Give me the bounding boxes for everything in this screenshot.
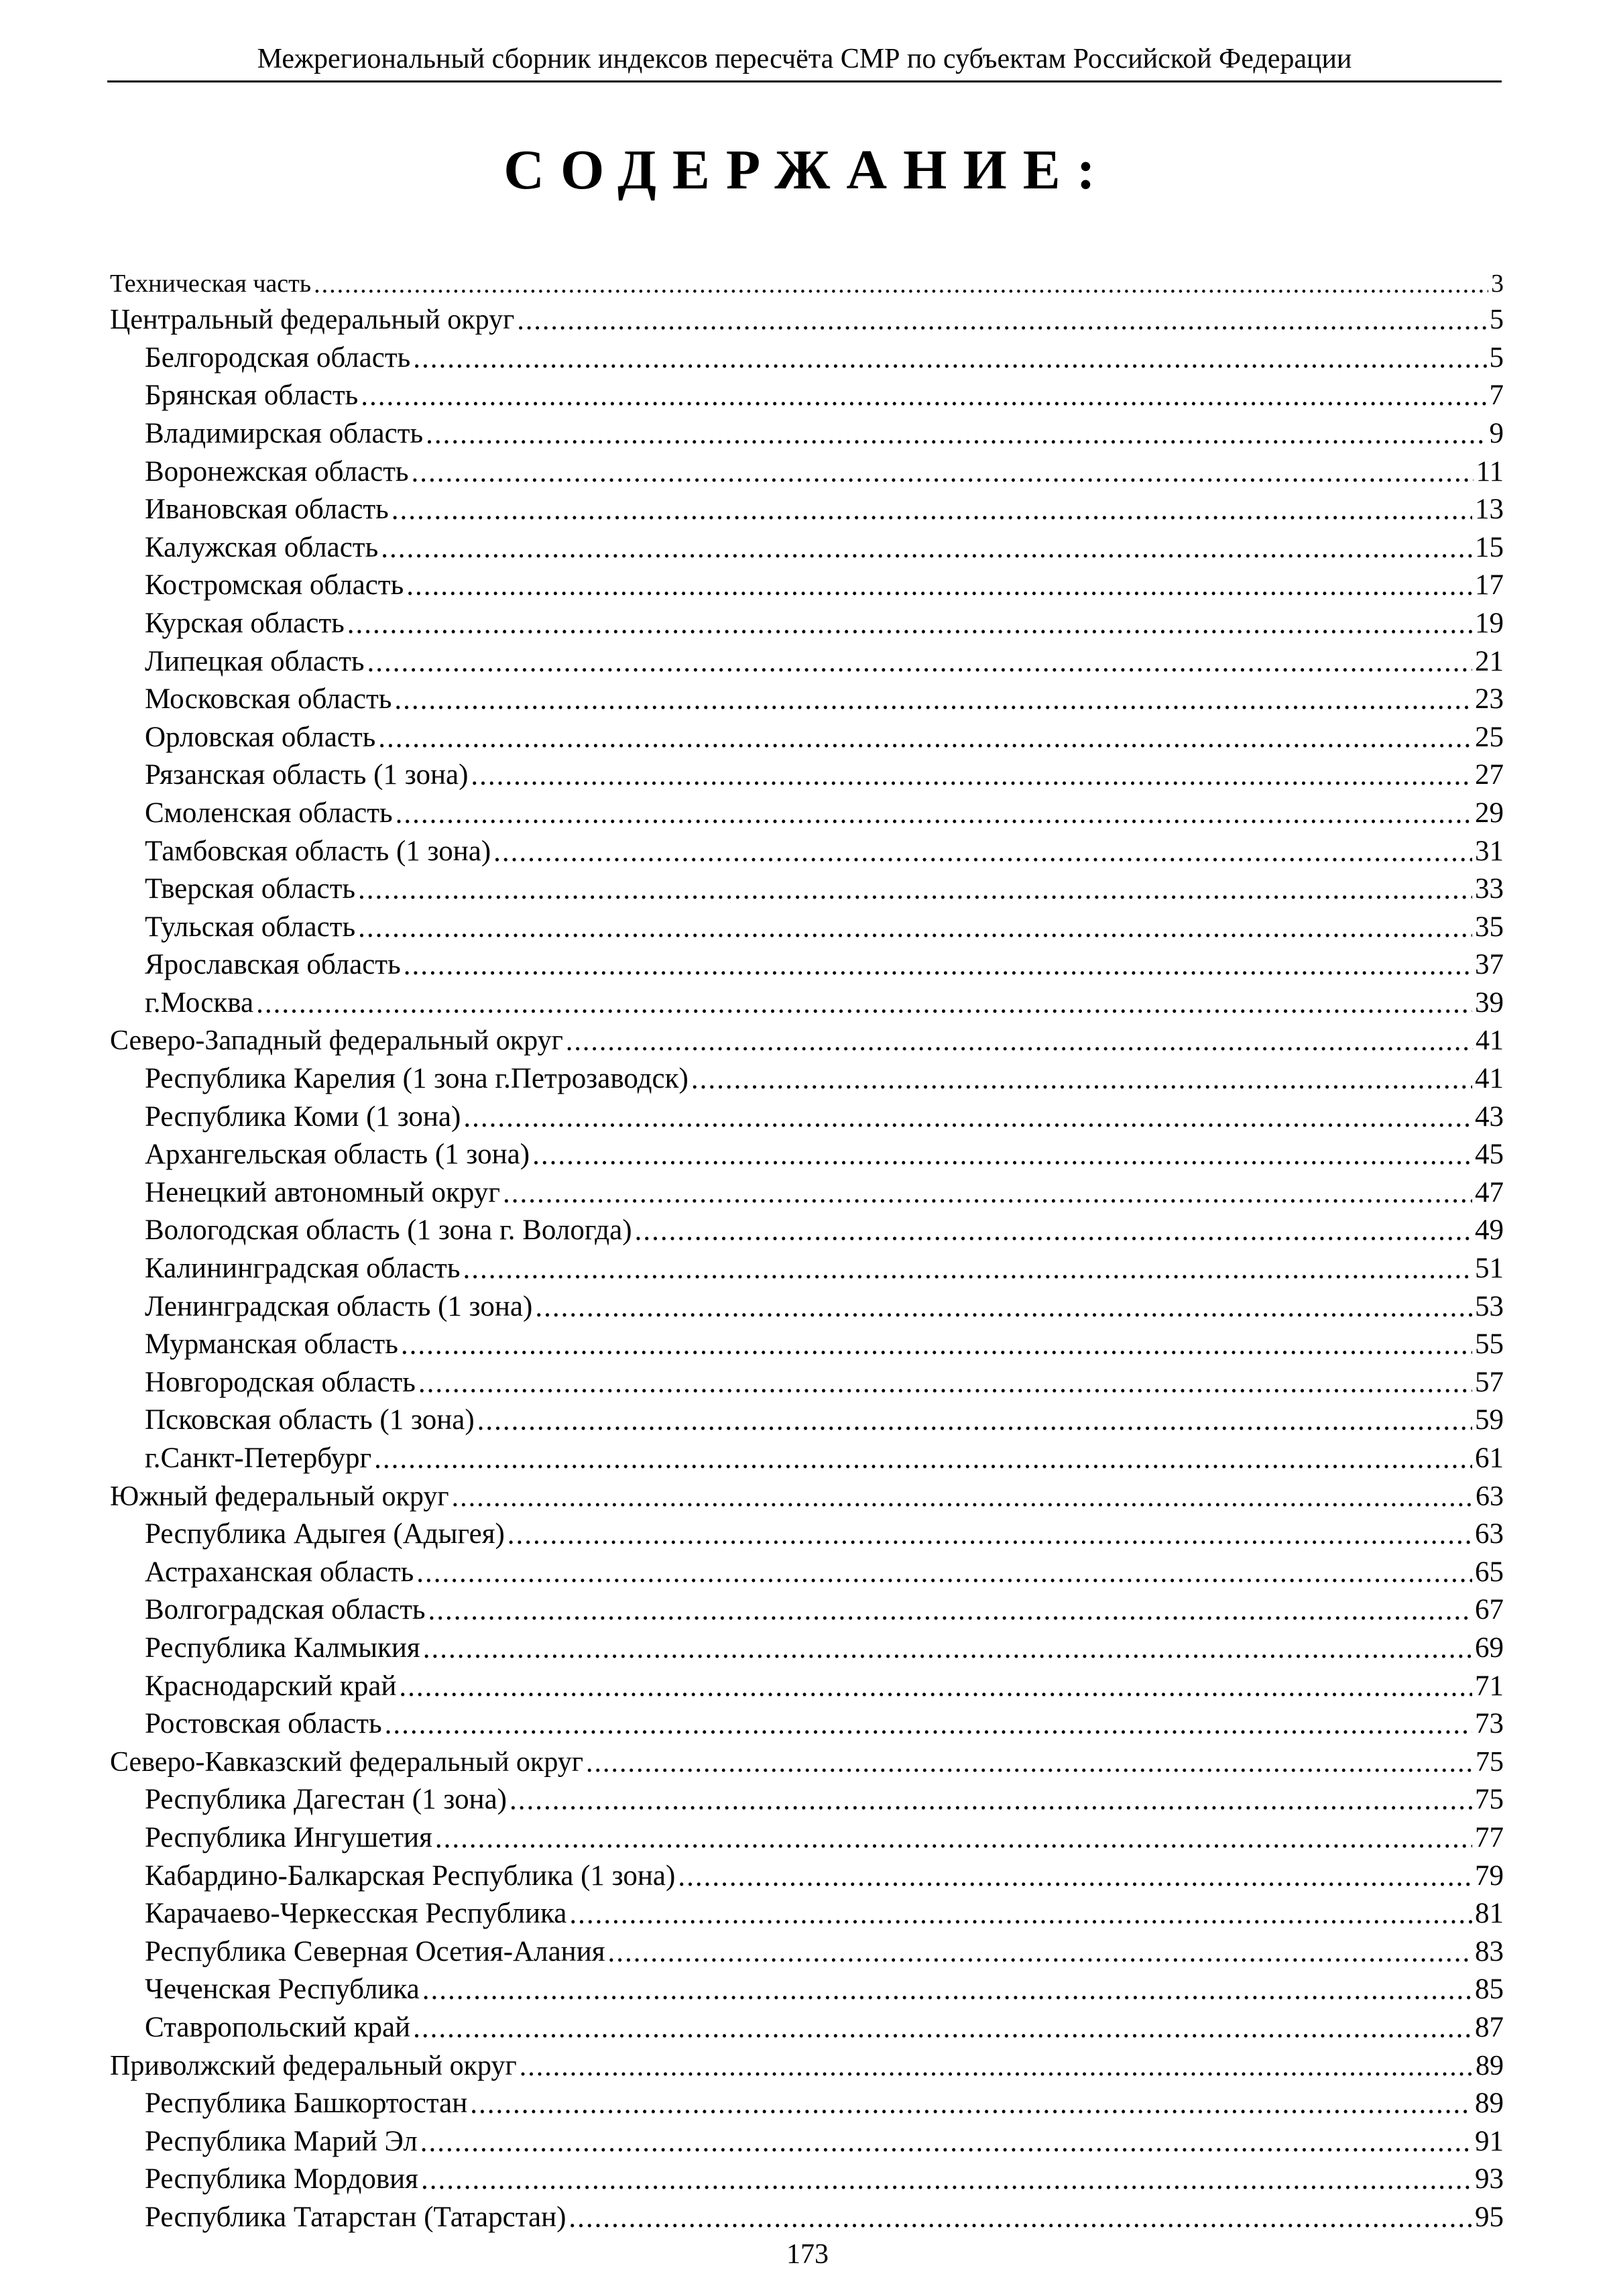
dot-leader bbox=[394, 685, 1472, 714]
toc-entry[interactable] bbox=[110, 943, 1504, 982]
toc-entry-label: Республика Башкортостан bbox=[145, 2087, 468, 2120]
dot-leader bbox=[358, 913, 1472, 942]
toc-entry[interactable] bbox=[110, 412, 1504, 450]
dot-leader bbox=[463, 1255, 1472, 1283]
toc-entry[interactable] bbox=[110, 1550, 1504, 1589]
toc-entry-label: Архангельская область (1 зона) bbox=[145, 1139, 530, 1171]
dot-leader bbox=[381, 534, 1472, 563]
toc-entry[interactable] bbox=[110, 1285, 1504, 1323]
toc-entry[interactable] bbox=[110, 1778, 1504, 1817]
toc-entry-page: 9 bbox=[1489, 417, 1504, 449]
page-title: СОДЕРЖАНИЕ: bbox=[503, 139, 1112, 201]
dot-leader bbox=[421, 2165, 1472, 2194]
dot-leader bbox=[347, 610, 1472, 638]
toc-entry-page: 19 bbox=[1475, 607, 1504, 639]
dot-leader bbox=[678, 1862, 1472, 1891]
toc-entry-page: 81 bbox=[1475, 1898, 1504, 1930]
dot-leader bbox=[503, 1179, 1472, 1208]
toc-entry-label: Кабардино-Балкарская Республика (1 зона) bbox=[145, 1859, 676, 1892]
dot-leader bbox=[406, 571, 1472, 600]
toc-entry-label: Республика Марий Эл bbox=[145, 2125, 418, 2157]
dot-leader bbox=[569, 2203, 1472, 2232]
toc-entry-label: Московская область bbox=[145, 683, 392, 715]
toc-entry-page: 11 bbox=[1476, 455, 1504, 487]
toc-entry-page: 39 bbox=[1475, 986, 1504, 1019]
toc-entry[interactable] bbox=[110, 1589, 1504, 1627]
toc-entry[interactable] bbox=[110, 1133, 1504, 1171]
toc-entry-label: Республика Дагестан (1 зона) bbox=[145, 1784, 507, 1816]
dot-leader bbox=[532, 1141, 1472, 1169]
toc-entry-page: 45 bbox=[1475, 1139, 1504, 1171]
dot-leader bbox=[422, 1975, 1472, 2004]
toc-entry-page: 91 bbox=[1475, 2125, 1504, 2157]
header-rule bbox=[107, 80, 1502, 82]
toc-entry-page: 23 bbox=[1475, 683, 1504, 715]
toc-entry-label: г.Санкт-Петербург bbox=[145, 1442, 372, 1474]
toc-entry[interactable] bbox=[110, 2195, 1504, 2234]
toc-entry[interactable] bbox=[110, 1703, 1504, 1741]
toc-entry-label: Воронежская область bbox=[145, 455, 409, 487]
toc-entry[interactable] bbox=[110, 2120, 1504, 2158]
toc-entry-page: 5 bbox=[1489, 341, 1504, 374]
dot-leader bbox=[452, 1483, 1473, 1511]
toc-entry[interactable] bbox=[110, 1361, 1504, 1399]
toc-entry-label: Чеченская Республика bbox=[145, 1973, 420, 2006]
dot-leader bbox=[569, 1900, 1472, 1929]
dot-leader bbox=[374, 1444, 1472, 1473]
toc-entry-page: 27 bbox=[1475, 759, 1504, 791]
dot-leader bbox=[367, 648, 1472, 677]
toc-entry-label: Тамбовская область (1 зона) bbox=[145, 835, 491, 867]
dot-leader bbox=[635, 1216, 1472, 1245]
dot-leader bbox=[401, 1330, 1472, 1359]
toc-entry-label: Костромская область bbox=[145, 569, 404, 601]
toc-entry-page: 61 bbox=[1475, 1442, 1504, 1474]
dot-leader bbox=[358, 875, 1472, 904]
toc-entry-label: Северо-Западный федеральный округ bbox=[110, 1025, 563, 1057]
toc-entry-page: 41 bbox=[1476, 1025, 1504, 1057]
toc-entry-label: Брянская область bbox=[145, 380, 359, 412]
toc-section-entry[interactable] bbox=[110, 1019, 1504, 1057]
toc-entry-page: 29 bbox=[1475, 797, 1504, 829]
toc-entry-page: 57 bbox=[1475, 1366, 1504, 1398]
toc-entry[interactable] bbox=[110, 1247, 1504, 1285]
toc-entry[interactable] bbox=[110, 526, 1504, 564]
toc-entry-page: 85 bbox=[1475, 1973, 1504, 2006]
toc-entry-page: 73 bbox=[1475, 1708, 1504, 1740]
dot-leader bbox=[361, 382, 1486, 410]
toc-entry-label: Ленинградская область (1 зона) bbox=[145, 1290, 533, 1322]
toc-entry-label: Северо-Кавказский федеральный округ bbox=[110, 1746, 584, 1778]
dot-leader bbox=[418, 1369, 1472, 1397]
dot-leader bbox=[477, 1406, 1472, 1435]
dot-leader bbox=[314, 272, 1488, 297]
toc-entry[interactable] bbox=[110, 2082, 1504, 2120]
toc-entry[interactable] bbox=[110, 1513, 1504, 1551]
toc-entry-page: 47 bbox=[1475, 1176, 1504, 1208]
dot-leader bbox=[412, 458, 1474, 487]
toc-entry[interactable] bbox=[110, 2158, 1504, 2196]
toc-entry[interactable] bbox=[110, 1968, 1504, 2006]
toc-entry[interactable] bbox=[110, 640, 1504, 678]
toc-entry[interactable] bbox=[110, 868, 1504, 906]
toc-entry-page: 25 bbox=[1475, 721, 1504, 753]
toc-entry-label: Краснодарский край bbox=[145, 1670, 397, 1702]
dot-leader bbox=[428, 1596, 1472, 1625]
toc-entry[interactable] bbox=[110, 564, 1504, 602]
toc-entry[interactable] bbox=[110, 1930, 1504, 1968]
toc-entry-label: Орловская область bbox=[145, 721, 376, 753]
toc-entry-label: Псковская область (1 зона) bbox=[145, 1404, 475, 1436]
dot-leader bbox=[404, 951, 1472, 980]
dot-leader bbox=[426, 420, 1486, 449]
toc-entry[interactable] bbox=[110, 678, 1504, 716]
toc-entry-label: Республика Адыгея (Адыгея) bbox=[145, 1518, 505, 1550]
toc-entry[interactable] bbox=[110, 2006, 1504, 2044]
toc-entry-page: 31 bbox=[1475, 835, 1504, 867]
toc-entry-label: Тверская область bbox=[145, 873, 356, 905]
toc-entry-label: Белгородская область bbox=[145, 341, 411, 374]
toc-entry-label: Ростовская область bbox=[145, 1708, 382, 1740]
toc-entry-page: 75 bbox=[1475, 1784, 1504, 1816]
toc-entry-label: Владимирская область bbox=[145, 417, 424, 449]
toc-entry-label: Южный федеральный округ bbox=[110, 1481, 449, 1512]
toc-entry-page: 75 bbox=[1476, 1746, 1504, 1778]
toc-entry-page: 5 bbox=[1490, 304, 1504, 336]
toc-entry-page: 41 bbox=[1475, 1063, 1504, 1095]
toc-entry-page: 21 bbox=[1475, 645, 1504, 677]
toc-entry-page: 15 bbox=[1475, 531, 1504, 563]
toc-entry-label: Смоленская область bbox=[145, 797, 393, 829]
toc-entry[interactable] bbox=[110, 715, 1504, 754]
toc-entry-page: 71 bbox=[1475, 1670, 1504, 1702]
toc-entry-page: 53 bbox=[1475, 1290, 1504, 1322]
dot-leader bbox=[535, 1293, 1472, 1322]
toc-entry-page: 43 bbox=[1475, 1100, 1504, 1133]
toc-entry-label: Рязанская область (1 зона) bbox=[145, 759, 469, 791]
toc-entry-label: Республика Карелия (1 зона г.Петрозаводск) bbox=[145, 1063, 689, 1095]
toc-entry-page: 89 bbox=[1475, 2087, 1504, 2120]
toc-entry-page: 35 bbox=[1475, 911, 1504, 943]
toc-entry-page: 83 bbox=[1475, 1935, 1504, 1967]
toc-entry[interactable] bbox=[110, 1664, 1504, 1703]
toc-entry-label: Карачаево-Черкесская Республика bbox=[145, 1898, 567, 1930]
toc-entry-label: Республика Калмыкия bbox=[145, 1631, 420, 1664]
toc-entry-label: Мурманская область bbox=[145, 1328, 398, 1361]
toc-entry-page: 77 bbox=[1475, 1821, 1504, 1853]
toc-entry-label: Республика Мордовия bbox=[145, 2163, 418, 2195]
table-of-contents bbox=[110, 260, 1504, 2234]
toc-entry[interactable] bbox=[110, 1892, 1504, 1931]
toc-entry-page: 87 bbox=[1475, 2011, 1504, 2043]
dot-leader bbox=[586, 1749, 1473, 1777]
toc-entry-label: г.Москва bbox=[145, 986, 254, 1019]
dot-leader bbox=[520, 2053, 1473, 2081]
toc-entry-label: Вологодская область (1 зона г. Вологда) bbox=[145, 1214, 632, 1247]
toc-entry[interactable] bbox=[110, 1171, 1504, 1209]
toc-entry-label: Республика Ингушетия bbox=[145, 1821, 432, 1853]
toc-entry-page: 89 bbox=[1476, 2050, 1504, 2081]
toc-entry[interactable] bbox=[110, 374, 1504, 412]
toc-entry-page: 63 bbox=[1475, 1518, 1504, 1550]
dot-leader bbox=[378, 724, 1472, 752]
toc-entry-label: Приволжский федеральный округ bbox=[110, 2050, 517, 2081]
toc-entry-label: Республика Татарстан (Татарстан) bbox=[145, 2201, 566, 2233]
toc-entry-label: Ивановская область bbox=[145, 494, 389, 526]
toc-entry-page: 67 bbox=[1475, 1594, 1504, 1626]
page-number: 173 bbox=[786, 2239, 829, 2270]
dot-leader bbox=[507, 1520, 1472, 1549]
dot-leader bbox=[416, 1558, 1472, 1587]
toc-entry[interactable] bbox=[110, 1209, 1504, 1247]
toc-entry-label: Центральный федеральный округ bbox=[110, 304, 515, 336]
dot-leader bbox=[470, 2089, 1472, 2118]
toc-entry[interactable] bbox=[110, 791, 1504, 829]
dot-leader bbox=[510, 1786, 1472, 1815]
toc-entry-page: 65 bbox=[1475, 1556, 1504, 1588]
toc-entry-label: Калининградская область bbox=[145, 1253, 461, 1285]
toc-entry[interactable] bbox=[110, 336, 1504, 374]
dot-leader bbox=[493, 838, 1472, 866]
toc-section-entry[interactable] bbox=[110, 2044, 1504, 2082]
toc-entry-label: Тульская область bbox=[145, 911, 356, 943]
toc-entry-page: 49 bbox=[1475, 1214, 1504, 1247]
dot-leader bbox=[691, 1065, 1472, 1094]
toc-section-entry[interactable] bbox=[110, 260, 1504, 298]
dot-leader bbox=[413, 2014, 1472, 2043]
toc-section-entry[interactable] bbox=[110, 298, 1504, 337]
toc-section-entry[interactable] bbox=[110, 1475, 1504, 1513]
toc-entry-label: Республика Северная Осетия-Алания bbox=[145, 1935, 605, 1967]
toc-entry-page: 17 bbox=[1475, 569, 1504, 601]
toc-entry-label: Калужская область bbox=[145, 531, 379, 563]
dot-leader bbox=[399, 1672, 1472, 1701]
toc-entry[interactable] bbox=[110, 1816, 1504, 1854]
toc-entry[interactable] bbox=[110, 829, 1504, 868]
toc-entry-label: Новгородская область bbox=[145, 1366, 416, 1398]
dot-leader bbox=[608, 1938, 1473, 1967]
toc-entry-page: 93 bbox=[1475, 2163, 1504, 2195]
toc-entry-label: Астраханская область bbox=[145, 1556, 414, 1588]
toc-entry[interactable] bbox=[110, 981, 1504, 1019]
toc-section-entry[interactable] bbox=[110, 1740, 1504, 1778]
toc-entry-page: 95 bbox=[1475, 2201, 1504, 2233]
dot-leader bbox=[396, 799, 1472, 828]
toc-entry-label: Ставропольский край bbox=[145, 2011, 411, 2043]
toc-entry-page: 79 bbox=[1475, 1859, 1504, 1892]
toc-entry-page: 59 bbox=[1475, 1404, 1504, 1436]
toc-entry[interactable] bbox=[110, 450, 1504, 488]
dot-leader bbox=[471, 761, 1472, 790]
toc-entry[interactable] bbox=[110, 905, 1504, 943]
dot-leader bbox=[256, 989, 1472, 1018]
dot-leader bbox=[423, 1634, 1472, 1663]
dot-leader bbox=[566, 1027, 1473, 1055]
toc-entry-label: Ненецкий автономный округ bbox=[145, 1176, 500, 1208]
dot-leader bbox=[413, 344, 1486, 373]
toc-entry-page: 13 bbox=[1475, 494, 1504, 526]
toc-entry-page: 51 bbox=[1475, 1253, 1504, 1285]
dot-leader bbox=[463, 1103, 1472, 1132]
toc-entry[interactable] bbox=[110, 1399, 1504, 1437]
toc-entry[interactable] bbox=[110, 488, 1504, 526]
toc-entry-page: 63 bbox=[1476, 1481, 1504, 1512]
toc-entry-label: Республика Коми (1 зона) bbox=[145, 1100, 461, 1133]
running-header: Межрегиональный сборник индексов пересчёта СМР по субъектам Российской Федерации bbox=[257, 44, 1352, 74]
dot-leader bbox=[420, 2128, 1472, 2157]
toc-entry-page: 55 bbox=[1475, 1328, 1504, 1361]
toc-entry-page: 3 bbox=[1491, 269, 1504, 298]
toc-entry[interactable] bbox=[110, 1095, 1504, 1133]
toc-entry-label: Курская область bbox=[145, 607, 345, 639]
toc-entry-page: 7 bbox=[1489, 380, 1504, 412]
toc-entry-label: Техническая часть bbox=[110, 269, 312, 298]
toc-entry-page: 69 bbox=[1475, 1631, 1504, 1664]
toc-entry[interactable] bbox=[110, 1436, 1504, 1475]
toc-entry-page: 33 bbox=[1475, 873, 1504, 905]
toc-entry[interactable] bbox=[110, 1057, 1504, 1095]
toc-entry[interactable] bbox=[110, 1323, 1504, 1361]
dot-leader bbox=[385, 1710, 1472, 1739]
toc-entry[interactable] bbox=[110, 601, 1504, 640]
toc-entry-page: 37 bbox=[1475, 949, 1504, 981]
toc-entry[interactable] bbox=[110, 1626, 1504, 1664]
dot-leader bbox=[435, 1824, 1472, 1853]
dot-leader bbox=[517, 306, 1487, 335]
toc-entry-label: Волгоградская область bbox=[145, 1594, 426, 1626]
toc-entry[interactable] bbox=[110, 754, 1504, 792]
toc-entry-label: Липецкая область bbox=[145, 645, 365, 677]
toc-entry-label: Ярославская область bbox=[145, 949, 401, 981]
toc-entry[interactable] bbox=[110, 1854, 1504, 1892]
dot-leader bbox=[392, 496, 1472, 524]
